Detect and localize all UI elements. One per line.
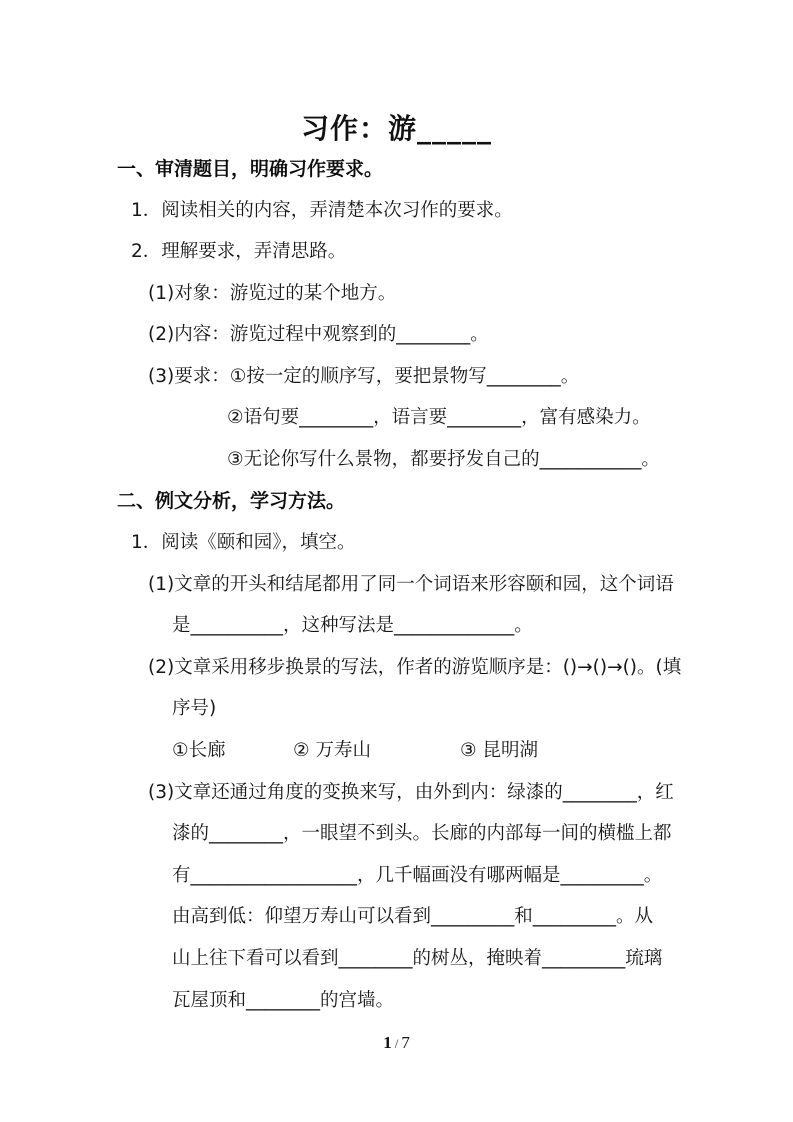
current-page-number: 1 <box>383 1033 392 1052</box>
section-2-item-1: 1．阅读《颐和园》，填空。 <box>131 532 356 553</box>
section-2-heading: 二、例文分析，学习方法。 <box>117 490 346 512</box>
section-2-q1-line-1: (1)文章的开头和结尾都用了同一个词语来形容颐和园，这个词语 <box>148 574 674 595</box>
section-2-q2-line-1: (2)文章采用移步换景的写法，作者的游览顺序是：()→()→()。(填 <box>148 657 682 678</box>
answer-options-row <box>172 742 672 764</box>
total-pages: 7 <box>401 1033 410 1052</box>
section-2-q3-line-2: 漆的________，一眼望不到头。长廊的内部每一间的横槛上都 <box>172 823 672 844</box>
section-2-q2-line-2: 序号) <box>172 698 217 719</box>
option-3-kunminghu: ③ 昆明湖 <box>460 740 538 761</box>
section-1-heading: 一、审清题目，明确习作要求。 <box>117 158 384 180</box>
section-1-sub-3c: ③无论你写什么景物，都要抒发自己的___________。 <box>227 449 660 470</box>
section-1-item-2: 2．理解要求，弄清思路。 <box>131 241 347 262</box>
section-2-q3-line-4: 由高到低：仰望万寿山可以看到_________和_________。从 <box>172 906 654 927</box>
option-1-changlang: ①长廊 <box>172 740 226 761</box>
section-1-sub-3: (3)要求：①按一定的顺序写，要把景物写________。 <box>148 366 580 387</box>
section-1-sub-3b: ②语句要________，语言要________，富有感染力。 <box>227 407 651 428</box>
section-2-q3-line-3: 有__________________，几千幅画没有哪两幅是_________。 <box>172 865 663 886</box>
section-1-item-1: 1．阅读相关的内容，弄清楚本次习作的要求。 <box>131 200 513 221</box>
page-footer <box>0 1033 793 1053</box>
option-2-wanshoushan: ② 万寿山 <box>293 740 371 761</box>
section-2-q3-line-6: 瓦屋顶和________的宫墙。 <box>172 990 395 1011</box>
section-2-q3-line-1: (3)文章还通过角度的变换来写，由外到内：绿漆的________，红 <box>148 782 674 803</box>
section-1-sub-1: (1)对象：游览过的某个地方。 <box>148 283 397 304</box>
page-title: 习作：游_____ <box>300 112 492 145</box>
section-2-q3-line-5: 山上往下看可以看到________的树丛，掩映着_________琉璃 <box>172 948 663 969</box>
section-2-q1-line-2: 是__________，这种写法是_____________。 <box>172 615 533 636</box>
page-separator: / <box>394 1036 399 1051</box>
section-1-sub-2: (2)内容：游览过程中观察到的________。 <box>148 324 489 345</box>
